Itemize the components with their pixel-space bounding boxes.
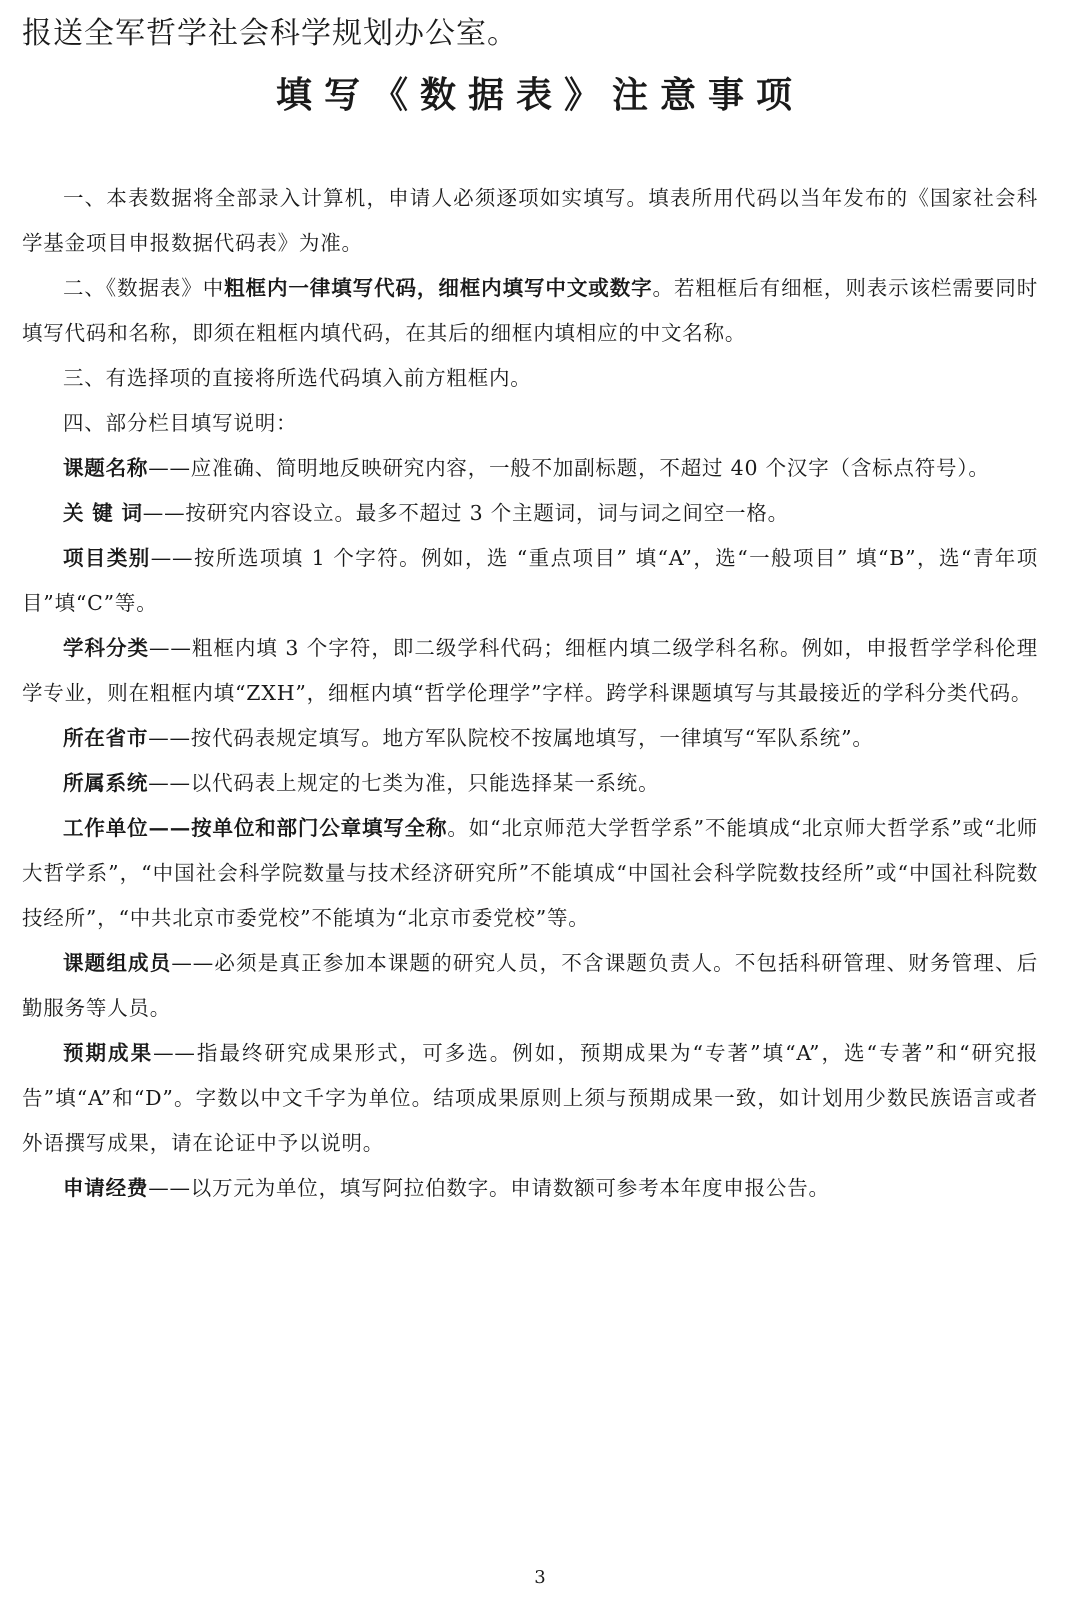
item-term: 所属系统 xyxy=(63,771,149,795)
paragraph-1: 一、本表数据将全部录入计算机，申请人必须逐项如实填写。填表所用代码以当年发布的《国家社会科学基金项目申报数据代码表》为准。 xyxy=(22,186,1038,255)
document-body xyxy=(22,176,1038,1211)
item-description: ——粗框内填 3 个字符，即二级学科代码；细框内填二级学科名称。例如，申报哲学学科伦理学专业，则在粗框内填“ZXH”，细框内填“哲学伦理学”字样。跨学科课题填写与其最接近的学科分类代码。 xyxy=(22,636,1038,705)
page-number: 3 xyxy=(534,1567,546,1588)
item-description: ——按研究内容设立。最多不超过 3 个主题词，词与词之间空一格。 xyxy=(142,501,789,525)
paragraph-2-emphasis: 粗框内一律填写代码，细框内填写中文或数字 xyxy=(224,276,653,300)
item-description-emphasis: ——按单位和部门公章填写全称 xyxy=(148,816,448,840)
page-title: 填写《数据表》注意事项 xyxy=(275,74,804,116)
item-term: 项目类别 xyxy=(63,546,151,570)
paragraph-2 xyxy=(22,266,1038,356)
item-project-title xyxy=(22,446,1038,491)
item-term: 关 键 词 xyxy=(63,501,143,525)
item-term: 申请经费 xyxy=(63,1176,149,1200)
item-description: ——指最终研究成果形式，可多选。例如，预期成果为“专著”填“A”，选“专著”和“研究报告”填“A”和“D”。字数以中文千字为单位。结项成果原则上须与预期成果一致，如计划用少数民族语言或者外语撰写成果，请在论证中予以说明。 xyxy=(22,1041,1038,1155)
item-team-members xyxy=(22,941,1038,1031)
item-term: 工作单位 xyxy=(63,816,149,840)
item-description: ——按代码表规定填写。地方军队院校不按属地填写，一律填写“军队系统”。 xyxy=(148,726,874,750)
item-description: ——以万元为单位，填写阿拉伯数字。申请数额可参考本年度申报公告。 xyxy=(148,1176,830,1200)
item-term: 学科分类 xyxy=(63,636,150,660)
item-term: 预期成果 xyxy=(63,1041,154,1065)
submit-to-line: 报送全军哲学社会科学规划办公室。 xyxy=(22,16,518,51)
paragraph-3: 三、有选择项的直接将所选代码填入前方粗框内。 xyxy=(63,366,532,390)
item-term: 所在省市 xyxy=(63,726,149,750)
item-work-unit xyxy=(22,806,1038,941)
item-province xyxy=(22,716,1038,761)
item-description: ——应准确、简明地反映研究内容，一般不加副标题，不超过 40 个汉字（含标点符号）。 xyxy=(148,456,990,480)
item-expected-results xyxy=(22,1031,1038,1166)
item-description: ——按所选项填 1 个字符。例如，选 “重点项目” 填“A”，选“一般项目” 填“B”，选“青年项目”填“C”等。 xyxy=(22,546,1038,615)
paragraph-2-rest: 。若粗框后有细框，则表示该栏需要同时填写代码和名称，即须在粗框内填代码，在其后的细框内填相应的中文名称。 xyxy=(22,276,1039,345)
item-description: ——必须是真正参加本课题的研究人员，不含课题负责人。不包括科研管理、财务管理、后勤服务等人员。 xyxy=(22,951,1039,1020)
paragraph-4: 四、部分栏目填写说明： xyxy=(63,411,298,435)
item-description: 。如“北京师范大学哲学系”不能填成“北京师大哲学系”或“北师大哲学系”，“中国社会科学院数量与技术经济研究所”不能填成“中国社会科学院数技经所”或“中国社科院数技经所”，“中共北京市委党校”不能填为“北京市委党校”等。 xyxy=(22,816,1038,930)
item-system xyxy=(22,761,1038,806)
item-description: ——以代码表上规定的七类为准，只能选择某一系统。 xyxy=(148,771,660,795)
item-term: 课题名称 xyxy=(63,456,149,480)
item-project-category xyxy=(22,536,1038,626)
item-funding xyxy=(22,1166,1038,1211)
paragraph-2-lead: 二、《数据表》中 xyxy=(63,276,225,300)
item-term: 课题组成员 xyxy=(63,951,172,975)
item-keywords xyxy=(22,491,1038,536)
item-discipline xyxy=(22,626,1038,716)
